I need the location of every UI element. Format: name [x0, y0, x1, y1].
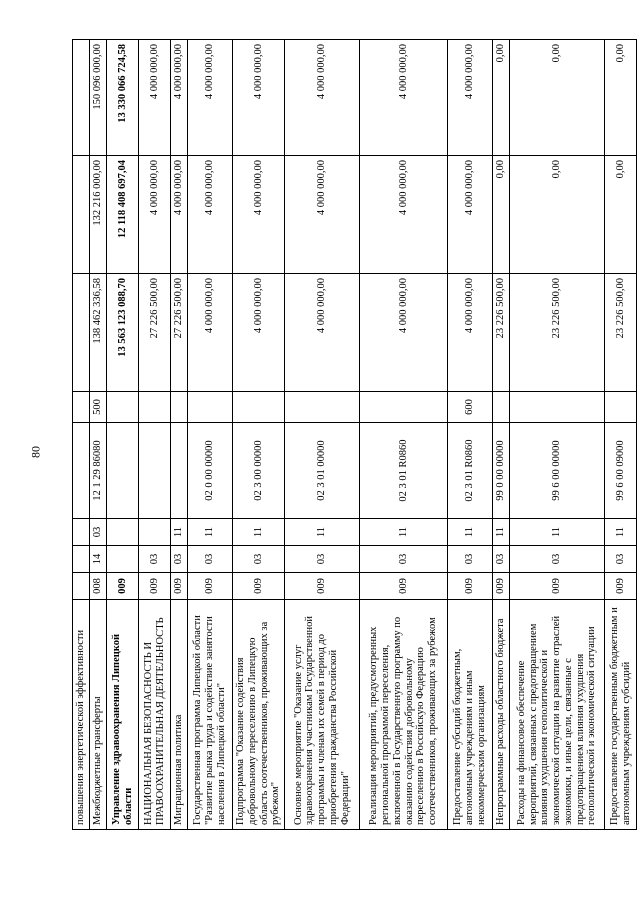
razdel-code: 03 — [233, 546, 285, 573]
amount-year-1: 23 226 500,00 — [493, 274, 510, 392]
amount-year-1: 23 226 500,00 — [510, 274, 605, 392]
table-row — [605, 40, 637, 830]
page-number: 80 — [28, 446, 43, 458]
table-row — [493, 40, 510, 830]
table-row — [107, 40, 139, 830]
amount-year-3: 4 000 000,00 — [139, 40, 171, 156]
target-article-code: 02 3 01 00000 — [285, 423, 360, 519]
amount-year-3: 4 000 000,00 — [360, 40, 448, 156]
podrazdel-code: 11 — [188, 519, 233, 546]
razdel-code — [107, 546, 139, 573]
razdel-code: 03 — [493, 546, 510, 573]
budget-table — [72, 39, 637, 830]
table-row — [233, 40, 285, 830]
row-name: Основное мероприятие "Оказание услуг здравоохранения участникам Государственной программы и членам их семей в период до приобретения гражданства Российской Федерации" — [285, 600, 360, 830]
razdel-code — [73, 546, 90, 573]
amount-year-3: 4 000 000,00 — [233, 40, 285, 156]
razdel-code: 03 — [188, 546, 233, 573]
amount-year-3: 13 330 066 724,58 — [107, 40, 139, 156]
vedomstvo-code: 009 — [493, 573, 510, 600]
row-name: повышения энергетической эффективности — [73, 600, 90, 830]
row-name: Управление здравоохранения Липецкой области — [107, 600, 139, 830]
amount-year-3: 4 000 000,00 — [188, 40, 233, 156]
amount-year-1: 27 226 500,00 — [139, 274, 171, 392]
amount-year-2: 4 000 000,00 — [171, 156, 188, 274]
target-article-code: 02 3 00 00000 — [233, 423, 285, 519]
vedomstvo-code: 009 — [285, 573, 360, 600]
podrazdel-code: 11 — [493, 519, 510, 546]
table-row — [360, 40, 448, 830]
amount-year-2: 0,00 — [510, 156, 605, 274]
razdel-code: 03 — [139, 546, 171, 573]
expense-type-code: 600 — [448, 392, 493, 423]
amount-year-3: 150 096 000,00 — [90, 40, 107, 156]
table-row — [171, 40, 188, 830]
amount-year-3: 4 000 000,00 — [285, 40, 360, 156]
podrazdel-code: 11 — [448, 519, 493, 546]
amount-year-3: 0,00 — [493, 40, 510, 156]
podrazdel-code: 11 — [605, 519, 637, 546]
podrazdel-code: 11 — [233, 519, 285, 546]
amount-year-3 — [73, 40, 90, 156]
vedomstvo-code: 009 — [233, 573, 285, 600]
target-article-code: 02 3 01 R0860 — [448, 423, 493, 519]
amount-year-1: 138 462 336,58 — [90, 274, 107, 392]
target-article-code: 02 0 00 00000 — [188, 423, 233, 519]
target-article-code: 99 6 00 09000 — [605, 423, 637, 519]
expense-type-code — [285, 392, 360, 423]
target-article-code — [73, 423, 90, 519]
amount-year-2: 4 000 000,00 — [139, 156, 171, 274]
podrazdel-code: 11 — [171, 519, 188, 546]
expense-type-code — [73, 392, 90, 423]
amount-year-1: 4 000 000,00 — [233, 274, 285, 392]
target-article-code: 12 1 29 86080 — [90, 423, 107, 519]
expense-type-code — [107, 392, 139, 423]
target-article-code: 99 0 00 00000 — [493, 423, 510, 519]
target-article-code — [171, 423, 188, 519]
razdel-code: 03 — [448, 546, 493, 573]
amount-year-3: 4 000 000,00 — [171, 40, 188, 156]
amount-year-1: 4 000 000,00 — [285, 274, 360, 392]
amount-year-1: 4 000 000,00 — [360, 274, 448, 392]
razdel-code: 03 — [605, 546, 637, 573]
amount-year-1: 13 563 123 088,70 — [107, 274, 139, 392]
amount-year-2: 4 000 000,00 — [285, 156, 360, 274]
target-article-code — [139, 423, 171, 519]
row-name: Подпрограмма "Оказание содействия добровольному переселению в Липецкую область соотечественников, проживающих за рубежом" — [233, 600, 285, 830]
row-name: НАЦИОНАЛЬНАЯ БЕЗОПАСНОСТЬ И ПРАВООХРАНИТЕЛЬНАЯ ДЕЯТЕЛЬНОСТЬ — [139, 600, 171, 830]
target-article-code: 02 3 01 R0860 — [360, 423, 448, 519]
table-row — [188, 40, 233, 830]
target-article-code: 99 6 00 00000 — [510, 423, 605, 519]
row-name: Государственная программа Липецкой области "Развитие рынка труда и содействие занятости населения в Липецкой области" — [188, 600, 233, 830]
expense-type-code — [233, 392, 285, 423]
amount-year-3: 0,00 — [605, 40, 637, 156]
row-name: Миграционная политика — [171, 600, 188, 830]
expense-type-code — [605, 392, 637, 423]
podrazdel-code — [73, 519, 90, 546]
vedomstvo-code: 009 — [188, 573, 233, 600]
amount-year-2: 4 000 000,00 — [448, 156, 493, 274]
amount-year-1 — [73, 274, 90, 392]
expense-type-code — [493, 392, 510, 423]
amount-year-2: 0,00 — [493, 156, 510, 274]
row-name: Предоставление субсидий бюджетным, автономным учреждениям и иным некоммерческим организациям — [448, 600, 493, 830]
vedomstvo-code: 009 — [171, 573, 188, 600]
expense-type-code — [139, 392, 171, 423]
amount-year-1: 4 000 000,00 — [448, 274, 493, 392]
table-row — [139, 40, 171, 830]
podrazdel-code: 11 — [360, 519, 448, 546]
podrazdel-code — [139, 519, 171, 546]
vedomstvo-code: 009 — [605, 573, 637, 600]
amount-year-2 — [73, 156, 90, 274]
amount-year-1: 27 226 500,00 — [171, 274, 188, 392]
amount-year-3: 0,00 — [510, 40, 605, 156]
table-row — [90, 40, 107, 830]
amount-year-2: 132 216 000,00 — [90, 156, 107, 274]
vedomstvo-code: 009 — [360, 573, 448, 600]
row-name: Межбюджетные трансферты — [90, 600, 107, 830]
vedomstvo-code: 008 — [90, 573, 107, 600]
expense-type-code — [510, 392, 605, 423]
vedomstvo-code: 009 — [107, 573, 139, 600]
expense-type-code — [188, 392, 233, 423]
table-row — [448, 40, 493, 830]
table-row — [510, 40, 605, 830]
expense-type-code — [171, 392, 188, 423]
row-name: Расходы на финансовое обеспечение мероприятий, связанных с предотвращением влияния ухудшения геополитической и экономической ситуации на развитие отраслей экономики, и иные цели, связанные с предотвращением влияния ухудшения геополитической и экономической ситуации — [510, 600, 605, 830]
amount-year-3: 4 000 000,00 — [448, 40, 493, 156]
amount-year-2: 0,00 — [605, 156, 637, 274]
razdel-code: 03 — [510, 546, 605, 573]
vedomstvo-code: 009 — [510, 573, 605, 600]
row-name: Реализация мероприятий, предусмотренных региональной программой переселения, включенной в Государственную программу по оказанию содействия добровольному переселению в Российскую Федерацию соотечественников, проживающих за рубежом — [360, 600, 448, 830]
amount-year-1: 23 226 500,00 — [605, 274, 637, 392]
table-row — [73, 40, 90, 830]
vedomstvo-code: 009 — [448, 573, 493, 600]
rotated-page-area — [72, 40, 632, 830]
razdel-code: 03 — [171, 546, 188, 573]
amount-year-2: 12 118 408 697,04 — [107, 156, 139, 274]
expense-type-code: 500 — [90, 392, 107, 423]
razdel-code: 03 — [285, 546, 360, 573]
table-row — [285, 40, 360, 830]
amount-year-2: 4 000 000,00 — [188, 156, 233, 274]
expense-type-code — [360, 392, 448, 423]
razdel-code: 14 — [90, 546, 107, 573]
razdel-code: 03 — [360, 546, 448, 573]
podrazdel-code — [107, 519, 139, 546]
amount-year-1: 4 000 000,00 — [188, 274, 233, 392]
podrazdel-code: 11 — [510, 519, 605, 546]
podrazdel-code: 03 — [90, 519, 107, 546]
amount-year-2: 4 000 000,00 — [360, 156, 448, 274]
amount-year-2: 4 000 000,00 — [233, 156, 285, 274]
vedomstvo-code: 009 — [139, 573, 171, 600]
row-name: Предоставление государственным бюджетным и автономным учреждениям субсидий — [605, 600, 637, 830]
row-name: Непрограммные расходы областного бюджета — [493, 600, 510, 830]
vedomstvo-code — [73, 573, 90, 600]
target-article-code — [107, 423, 139, 519]
budget-table-rotated — [72, 40, 632, 830]
podrazdel-code: 11 — [285, 519, 360, 546]
